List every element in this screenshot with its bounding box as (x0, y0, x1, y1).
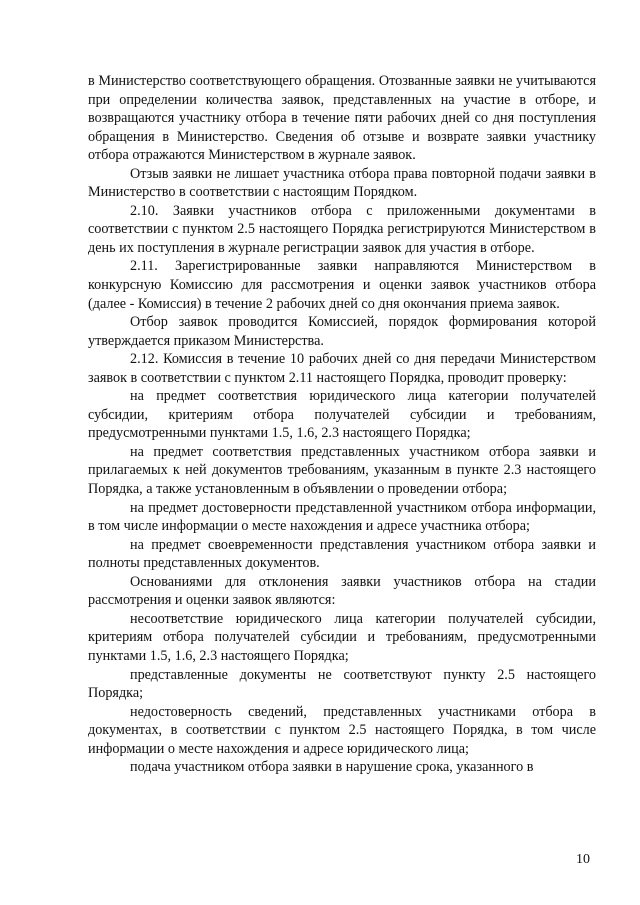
paragraph-ground-documents: представленные документы не соответствуют пункту 2.5 настоящего Порядка; (88, 666, 596, 702)
page-number: 10 (576, 852, 590, 867)
paragraph-check-documents: на предмет соответствия представленных участником отбора заявки и прилагаемых к ней документов требованиям, указанным в пункте 2.3 настоящего Порядка, а также установленным в объявлении о проведении отбора; (88, 443, 596, 498)
paragraph-withdrawal-continued: в Министерство соответствующего обращения. Отозванные заявки не учитываются при определении количества заявок, представленных на участие в отборе, и возвращаются участнику отбора в течение пяти рабочих дней со дня поступления обращения в Министерство. Сведения об отзыве и возврате заявки участнику отбора отражаются Министерством в журнале заявок. (88, 73, 596, 164)
paragraph-commission-formation: Отбор заявок проводится Комиссией, порядок формирования которой утверждается приказом Министерства. (88, 314, 596, 349)
paragraph-2-10-registration: 2.10. Заявки участников отбора с приложенными документами в соответствии с пунктом 2.5 настоящего Порядка регистрируются Министерством в день их поступления в журнале регистрации заявок для участия в отборе. (88, 202, 596, 256)
paragraph-ground-unreliable: недостоверность сведений, представленных участниками отбора в документах, в соответствии с пунктом 2.5 настоящего Порядка, в том числе информации о месте нахождения и адресе юридического лица; (88, 703, 596, 757)
paragraph-check-timeliness: на предмет своевременности представления участником отбора заявки и полноты представленных документов. (88, 536, 596, 572)
document-body (88, 72, 596, 777)
paragraph-check-reliability: на предмет достоверности представленной участником отбора информации, в том числе информации о месте нахождения и адресе участника отбора; (88, 499, 596, 535)
paragraph-ground-noncompliance: несоответствие юридического лица категории получателей субсидии, критериям отбора получателей субсидии и требованиям, предусмотренными пунктами 1.5, 1.6, 2.3 настоящего Порядка; (88, 610, 596, 664)
paragraph-ground-late-submission: подача участником отбора заявки в нарушение срока, указанного в (130, 759, 534, 776)
paragraph-resubmission-right: Отзыв заявки не лишает участника отбора права повторной подачи заявки в Министерство в соответствии с настоящим Порядком. (88, 165, 596, 201)
paragraph-2-12-verification: 2.12. Комиссия в течение 10 рабочих дней со дня передачи Министерством заявок в соответствии с пунктом 2.11 настоящего Порядка, проводит проверку: (88, 351, 596, 386)
paragraph-check-eligibility: на предмет соответствия юридического лица категории получателей субсидии, критериям отбора получателей субсидии и требованиям, предусмотренными пунктами 1.5, 1.6, 2.3 настоящего Порядка; (88, 388, 596, 442)
paragraph-2-11-commission: 2.11. Зарегистрированные заявки направляются Министерством в конкурсную Комиссию для рассмотрения и оценки заявок участников отбора (далее - Комиссия) в течение 2 рабочих дней со дня окончания приема заявок. (88, 258, 596, 312)
paragraph-rejection-grounds: Основаниями для отклонения заявки участников отбора на стадии рассмотрения и оценки заявок являются: (88, 573, 596, 609)
